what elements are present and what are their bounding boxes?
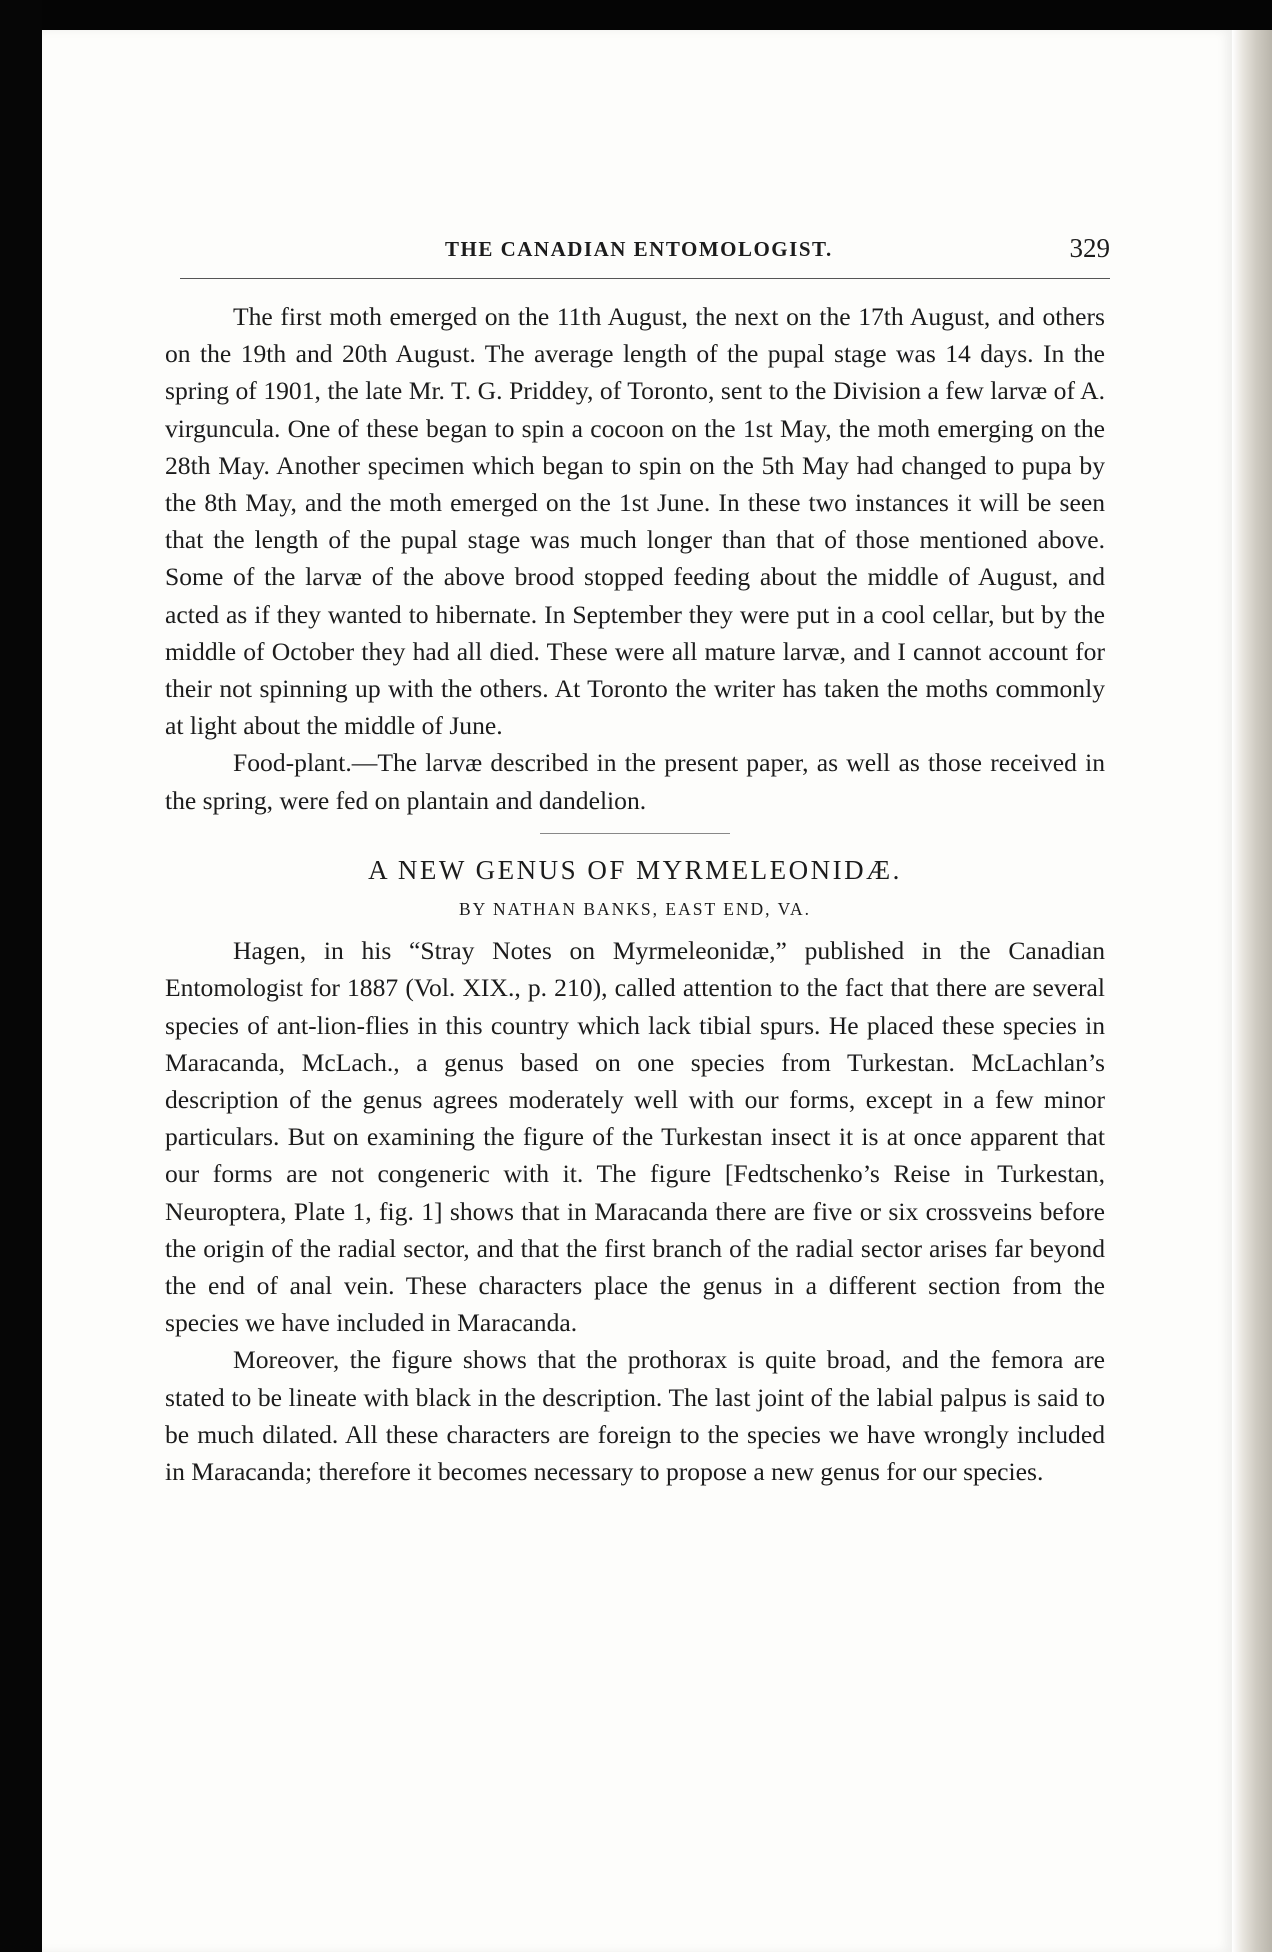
header-rule [180,278,1110,279]
food-plant-paragraph: Food-plant.—The larvæ described in the present paper, as well as those received in the spring, were fed on plantain and dandelion. [165,748,1105,815]
continued-paragraph: The first moth emerged on the 11th August, the next on the 17th August, and others on the 19th and 20th August. The average length of the pupal stage was 14 days. In the spring of 1901, the late Mr. T. G. Priddey, of Toronto, sent to the Division a few larvæ of A. virguncula. One of these began to spin a cocoon on the 1st May, the moth emerging on the 28th May. Another specimen which began to spin on the 5th May had changed to pupa by the 8th May, and the moth emerged on the 1st June. In these two instances it will be seen that the length of the pupal stage was much longer than that of those mentioned above. Some of the larvæ of the above brood stopped feeding about the middle of August, and acted as if they wanted to hibernate. In September they were put in a cool cellar, but by the middle of October they had all died. These were all mature larvæ, and I cannot account for their not spinning up with the others. At Toronto the writer has taken the moths commonly at light about the middle of June. [165,302,1105,741]
page-header [180,225,1110,269]
article-byline: BY NATHAN BANKS, EAST END, VA. [458,899,812,920]
body-text [165,298,1105,1490]
scan-top-border [0,0,1272,30]
section-divider [540,833,730,834]
running-head: THE CANADIAN ENTOMOLOGIST. [445,237,833,261]
page-number: 329 [1069,233,1110,263]
page-edge-shadow [1232,30,1272,1952]
article-paragraph: Hagen, in his “Stray Notes on Myrmeleonidæ,” published in the Canadian Entomologist for 1887 (Vol. XIX., p. 210), called attention to the fact that there are several species of ant-lion-flies in this country which lack tibial spurs. He placed these species in Maracanda, McLach., a genus based on one species from Turkestan. McLachlan’s description of the genus agrees moderately well with our forms, except in a few minor particulars. But on examining the figure of the Turkestan insect it is at once apparent that our forms are not congeneric with it. The figure [Fedtschenko’s Reise in Turkestan, Neuroptera, Plate 1, fig. 1] shows that in Maracanda there are five or six crossveins before the origin of the radial sector, and that the first branch of the radial sector arises far beyond the end of anal vein. These characters place the genus in a different section from the species we have included in Maracanda. [165,936,1105,1338]
article-paragraph: Moreover, the figure shows that the prothorax is quite broad, and the femora are stated to be lineate with black in the description. The last joint of the labial palpus is said to be much dilated. All these characters are foreign to the species we have wrongly included in Maracanda; therefore it becomes necessary to propose a new genus for our species. [165,1345,1105,1487]
scan-left-border [0,0,42,1952]
article-title: A NEW GENUS OF MYRMELEONIDÆ. [368,854,902,885]
